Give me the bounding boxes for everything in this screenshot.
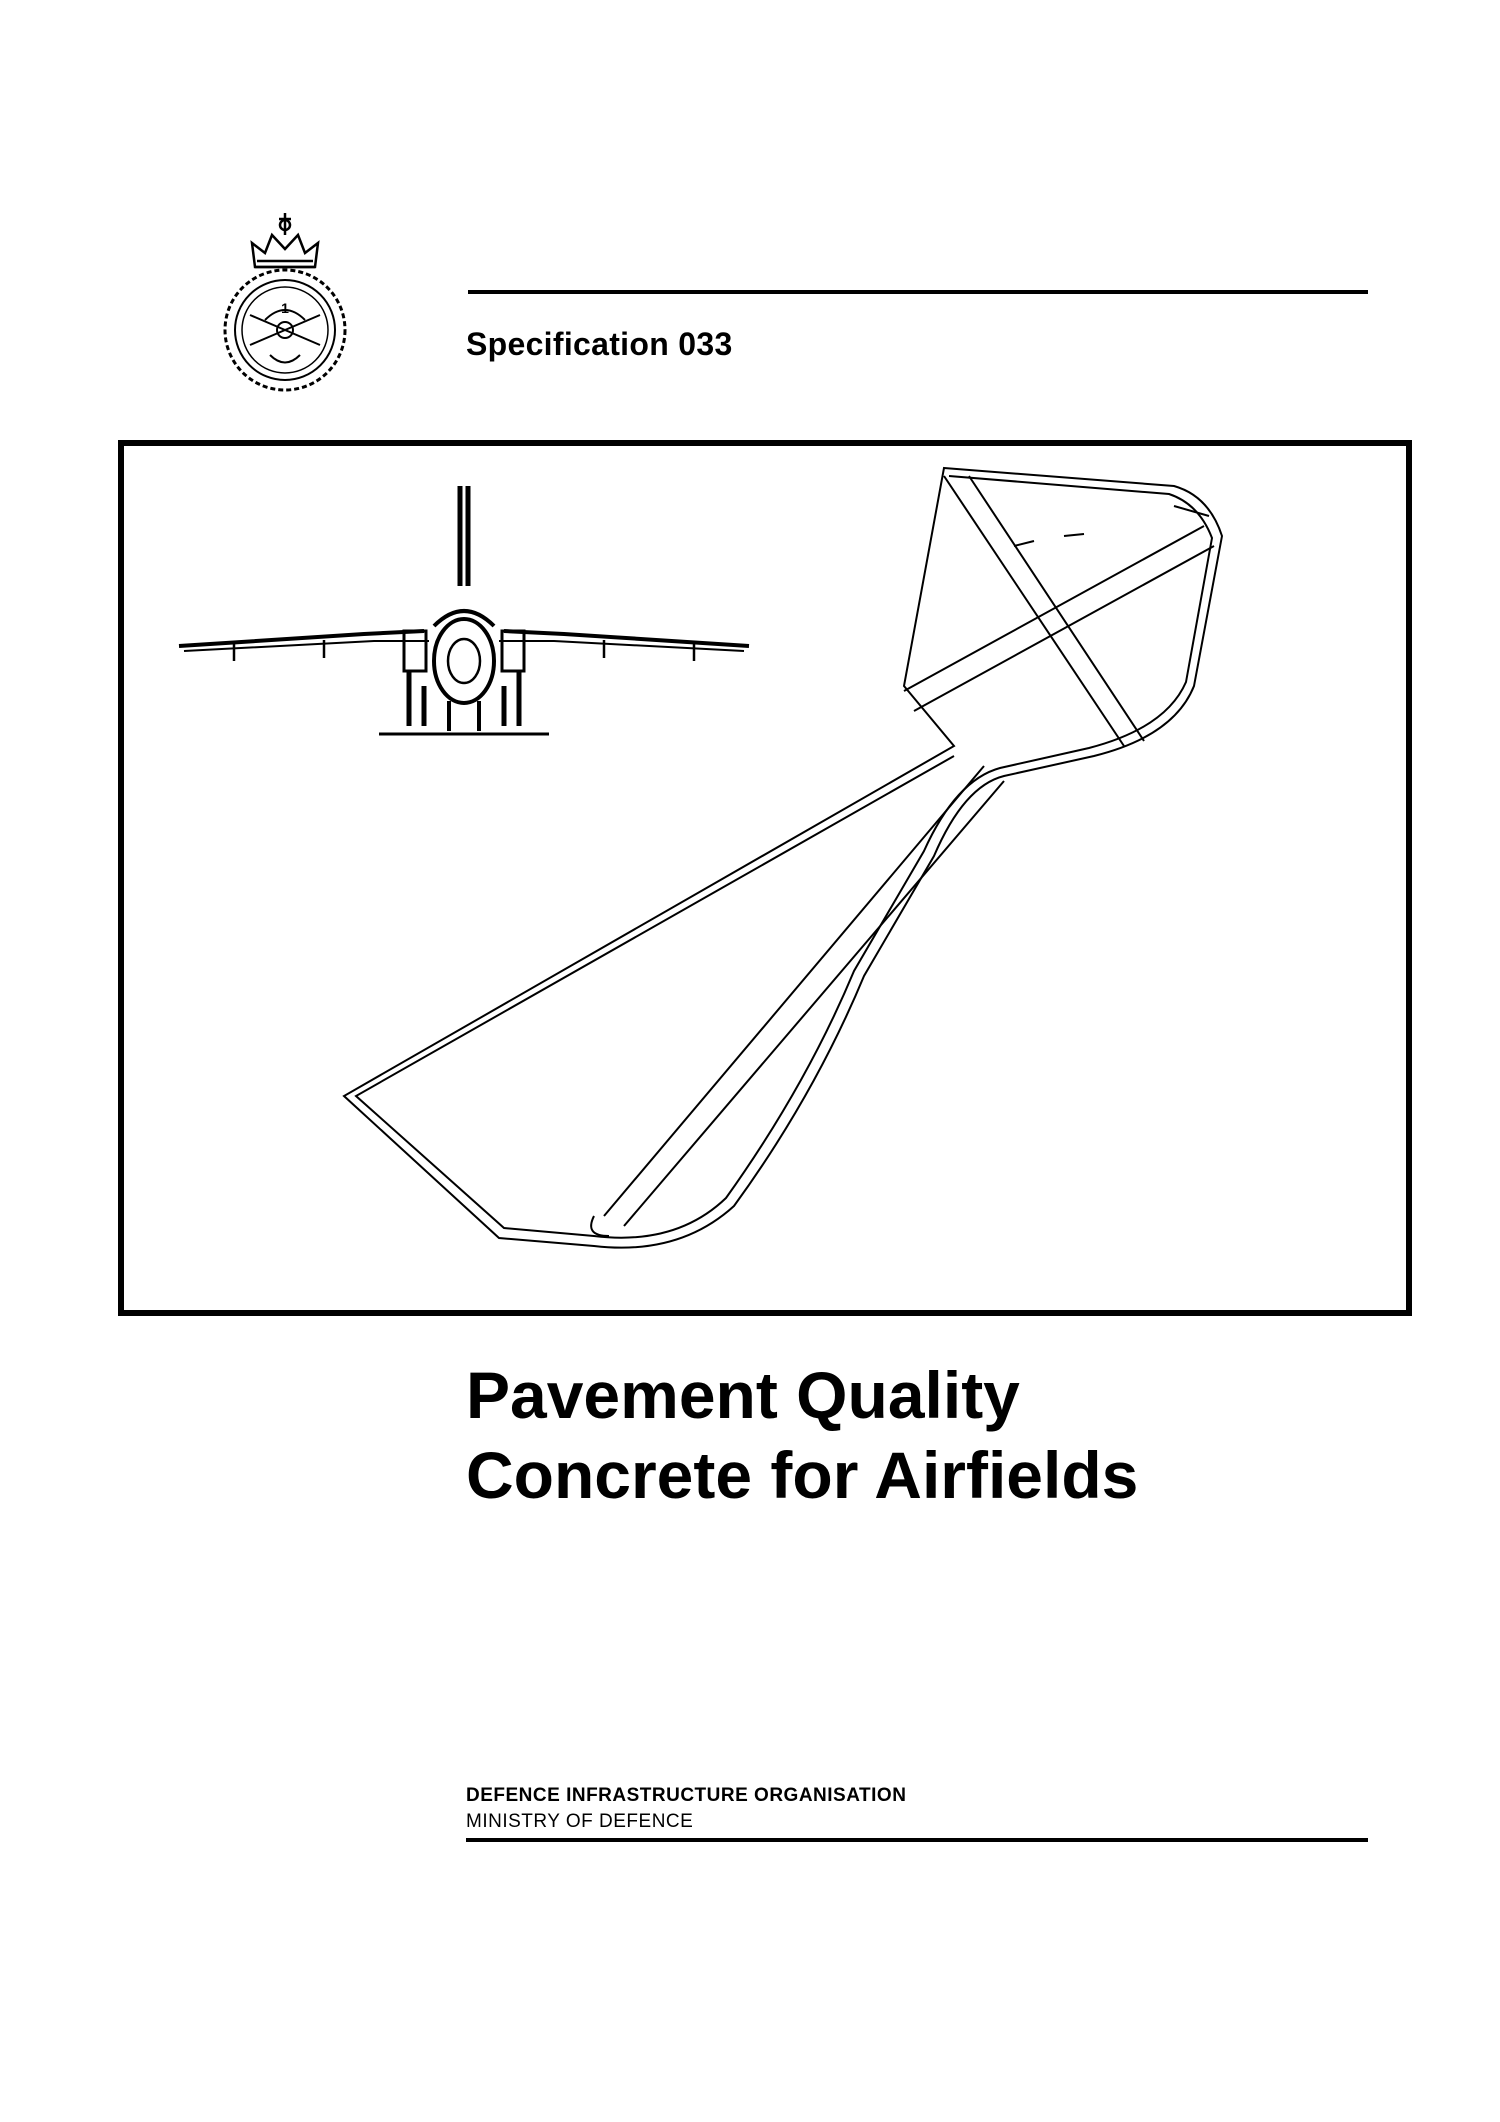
title-line-1: Pavement Quality [466,1358,1020,1432]
ministry-name: MINISTRY OF DEFENCE [466,1811,694,1832]
document-title [466,1355,1138,1515]
bottom-rule [466,1838,1368,1842]
cover-illustration-frame [118,440,1412,1316]
jet-aircraft-front-view [179,486,749,734]
airfield-runway-plan [344,468,1222,1248]
title-line-2: Concrete for Airfields [466,1438,1139,1512]
crest-emblem [210,205,360,395]
svg-text:1: 1 [281,300,289,316]
top-rule [468,290,1368,294]
organisation-name: DEFENCE INFRASTRUCTURE ORGANISATION [466,1785,907,1806]
specification-number: Specification 033 [466,326,733,362]
